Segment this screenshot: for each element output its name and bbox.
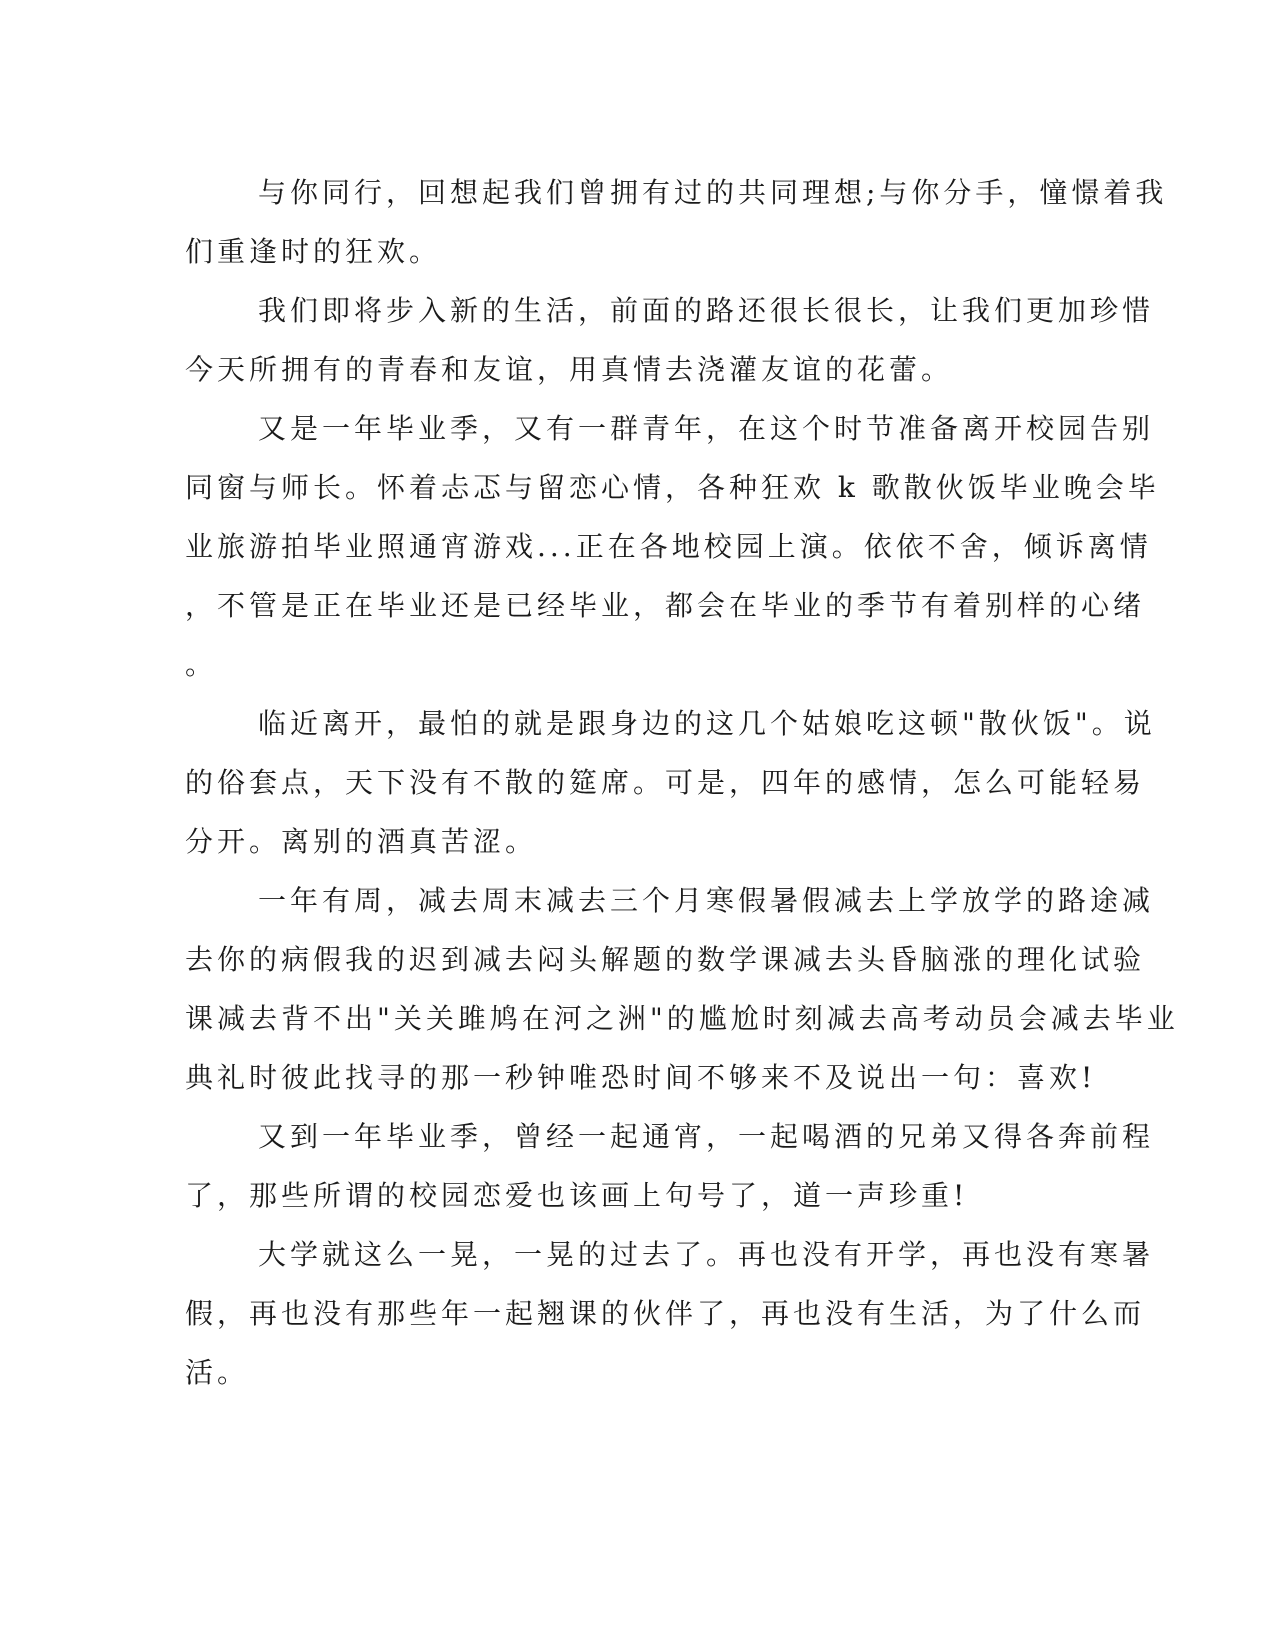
paragraph-1 — [185, 163, 1168, 281]
paragraph-6 — [185, 1107, 1155, 1225]
paragraph-line: 了，那些所谓的校园恋爱也该画上句号了，道一声珍重! — [185, 1179, 969, 1212]
paragraph-line: 课减去背不出"关关雎鸠在河之洲"的尴尬时刻减去高考动员会减去毕业 — [185, 1002, 1179, 1035]
paragraph-line: 典礼时彼此找寻的那一秒钟唯恐时间不够来不及说出一句：喜欢! — [185, 1061, 1097, 1094]
paragraph-line: 又到一年毕业季，曾经一起通宵，一起喝酒的兄弟又得各奔前程 — [258, 1120, 1155, 1153]
document-body — [185, 163, 1179, 1402]
paragraph-2 — [185, 281, 1155, 399]
paragraph-line: 的俗套点，天下没有不散的筵席。可是，四年的感情，怎么可能轻易 — [185, 766, 1146, 799]
paragraph-line: 。 — [185, 648, 218, 681]
paragraph-line: 活。 — [185, 1356, 250, 1389]
paragraph-3 — [185, 399, 1160, 694]
paragraph-line: 业旅游拍毕业照通宵游戏...正在各地校园上演。依依不舍，倾诉离情 — [185, 530, 1152, 563]
paragraph-line: 一年有周，减去周末减去三个月寒假暑假减去上学放学的路途减 — [258, 884, 1155, 917]
paragraph-line: 又是一年毕业季，又有一群青年，在这个时节准备离开校园告别 — [258, 412, 1155, 445]
paragraph-line: 今天所拥有的青春和友谊，用真情去浇灌友谊的花蕾。 — [185, 353, 954, 386]
paragraph-line: 同窗与师长。怀着忐忑与留恋心情，各种狂欢 k 歌散伙饭毕业晚会毕 — [185, 471, 1160, 504]
paragraph-4 — [185, 694, 1156, 871]
paragraph-line: ，不管是正在毕业还是已经毕业，都会在毕业的季节有着别样的心绪 — [185, 589, 1146, 622]
paragraph-line: 去你的病假我的迟到减去闷头解题的数学课减去头昏脑涨的理化试验 — [185, 943, 1146, 976]
paragraph-line: 假，再也没有那些年一起翘课的伙伴了，再也没有生活，为了什么而 — [185, 1297, 1146, 1330]
paragraph-line: 们重逢时的狂欢。 — [185, 235, 442, 268]
paragraph-line: 分开。离别的酒真苦涩。 — [185, 825, 538, 858]
paragraph-line: 与你同行，回想起我们曾拥有过的共同理想;与你分手，憧憬着我 — [258, 176, 1168, 209]
paragraph-line: 大学就这么一晃，一晃的过去了。再也没有开学，再也没有寒暑 — [258, 1238, 1155, 1271]
paragraph-line: 我们即将步入新的生活，前面的路还很长很长，让我们更加珍惜 — [258, 294, 1155, 327]
paragraph-line: 临近离开，最怕的就是跟身边的这几个姑娘吃这顿"散伙饭"。说 — [258, 707, 1156, 740]
paragraph-5 — [185, 871, 1179, 1107]
paragraph-7 — [185, 1225, 1155, 1402]
